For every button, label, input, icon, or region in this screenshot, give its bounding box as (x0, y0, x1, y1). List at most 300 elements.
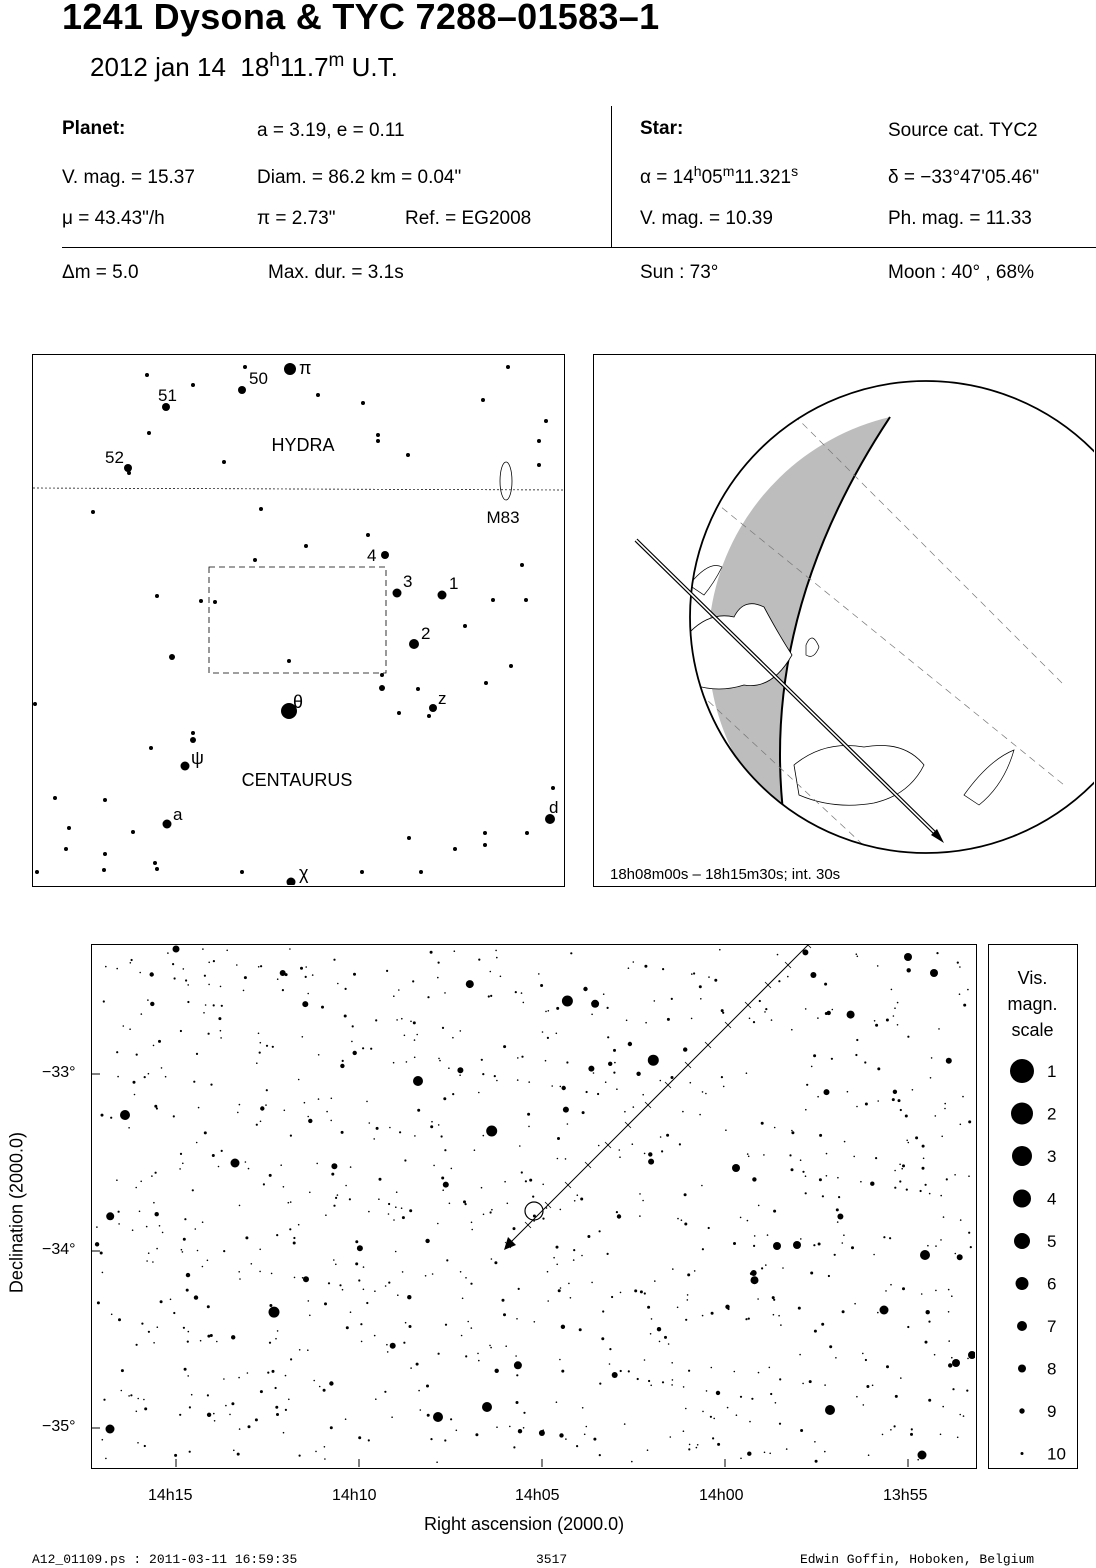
field-star (437, 977, 439, 979)
field-star (302, 1036, 304, 1038)
field-star (269, 1174, 272, 1177)
field-star (740, 1458, 742, 1460)
field-star (352, 1025, 354, 1027)
field-star (769, 1367, 771, 1369)
field-star (890, 1429, 892, 1431)
field-star (248, 1425, 251, 1428)
field-star (293, 1237, 295, 1239)
field-star (313, 1380, 315, 1382)
field-star (183, 968, 185, 970)
field-star (542, 1184, 544, 1186)
field-star (378, 1198, 380, 1200)
pi-label: π (299, 358, 312, 378)
field-star (220, 1037, 222, 1039)
footer-author: Edwin Goffin, Hoboken, Belgium (800, 1552, 1035, 1567)
finder-star (380, 673, 384, 677)
field-star (696, 1447, 698, 1449)
field-star (574, 1200, 576, 1202)
field-star (685, 1319, 687, 1321)
field-star (196, 1142, 198, 1144)
field-star (843, 1234, 845, 1236)
field-star (545, 1011, 547, 1013)
field-star (754, 1235, 756, 1237)
field-star (275, 1387, 277, 1389)
field-star (259, 1052, 261, 1054)
field-star (475, 1433, 478, 1436)
field-star (761, 1122, 764, 1125)
field-star (465, 1277, 467, 1279)
field-star (233, 1450, 235, 1452)
field-star (791, 1131, 794, 1134)
planet-orbit: a = 3.19, e = 0.11 (257, 120, 405, 141)
asteroid-path (508, 945, 808, 1245)
field-star (568, 1283, 570, 1285)
field-star (798, 1307, 801, 1310)
field-star (907, 968, 911, 972)
field-star (304, 1102, 306, 1104)
field-star (683, 1047, 687, 1051)
chi-label: χ (299, 863, 309, 883)
field-star (907, 1036, 909, 1038)
field-star (660, 1080, 662, 1082)
field-star (821, 1323, 824, 1326)
field-star (393, 995, 395, 997)
field-star (267, 1372, 269, 1374)
field-star (608, 1062, 612, 1066)
field-star (952, 1388, 954, 1390)
field-star (765, 1008, 767, 1010)
theta-label: θ (293, 692, 304, 712)
field-star (660, 1136, 662, 1138)
field-star (705, 1093, 707, 1095)
field-star (140, 1181, 142, 1183)
field-star (324, 1458, 326, 1460)
centaurus-label: CENTAURUS (241, 770, 353, 790)
finder-star (491, 598, 495, 602)
field-star (363, 1266, 365, 1268)
field-star (366, 1101, 368, 1103)
field-star (157, 1326, 159, 1328)
field-star (935, 1115, 937, 1117)
field-star (684, 1193, 687, 1196)
field-star (521, 992, 523, 994)
field-star (426, 1385, 429, 1388)
finder-star (124, 464, 132, 472)
finder-star (509, 664, 513, 668)
field-star (358, 1436, 361, 1439)
field-star (565, 1158, 567, 1160)
field-star (690, 1082, 692, 1084)
bright-field-star (918, 1451, 927, 1460)
field-star (154, 1105, 157, 1108)
scale-label-9: 9 (1047, 1402, 1057, 1421)
field-star (607, 1253, 609, 1255)
planet-parallax: π = 2.73" (257, 208, 336, 229)
field-star (116, 968, 118, 970)
field-star (416, 1034, 418, 1036)
finder-star (393, 589, 402, 598)
field-star (395, 1206, 397, 1208)
field-star (556, 1264, 558, 1266)
field-star (239, 1278, 241, 1280)
field-star (197, 1250, 199, 1252)
field-star (898, 1099, 901, 1102)
field-star (809, 1380, 812, 1383)
field-star (330, 1426, 333, 1429)
field-star (102, 1272, 104, 1274)
field-star (573, 1259, 575, 1261)
field-star (877, 965, 879, 967)
field-star (438, 962, 440, 964)
field-star (121, 1390, 123, 1392)
finder-star (304, 544, 308, 548)
field-star (837, 1221, 839, 1223)
field-star (955, 1253, 957, 1255)
field-star (557, 1158, 559, 1160)
finder-star (102, 868, 106, 872)
field-star (448, 1067, 450, 1069)
field-star (701, 1185, 703, 1187)
field-star (639, 1215, 641, 1217)
field-star (866, 1385, 869, 1388)
field-star (185, 979, 187, 981)
field-star (892, 1098, 895, 1101)
field-star (682, 1111, 684, 1113)
field-star (342, 1060, 344, 1062)
field-star (466, 980, 474, 988)
field-star (631, 1461, 633, 1463)
field-star (258, 966, 260, 968)
field-star (777, 954, 779, 956)
field-star (345, 1185, 347, 1187)
field-star (865, 1103, 868, 1106)
finder-star (127, 471, 131, 475)
field-star (602, 1310, 604, 1312)
field-star (285, 1375, 287, 1377)
field-star (130, 1394, 132, 1396)
field-star (165, 1076, 167, 1078)
star-52-label: 52 (105, 448, 124, 467)
xtick-label-2: 14h10 (332, 1487, 377, 1504)
finder-star (483, 831, 487, 835)
finder-star (287, 878, 296, 886)
field-star (514, 1361, 522, 1369)
field-star (664, 1336, 667, 1339)
xtick-label-4: 14h00 (699, 1487, 744, 1504)
field-star (183, 1327, 185, 1329)
field-star (481, 1187, 483, 1189)
field-star (276, 1413, 279, 1416)
field-star (226, 950, 228, 952)
field-star (333, 959, 335, 961)
field-star (847, 1011, 855, 1019)
bright-field-star (413, 1076, 423, 1086)
ytick-label-1: −33° (42, 1064, 76, 1081)
field-star (910, 1433, 913, 1436)
scale-label-5: 5 (1047, 1232, 1057, 1251)
field-star (96, 1226, 98, 1228)
field-star (260, 1121, 262, 1123)
field-star (962, 1096, 964, 1098)
field-star (681, 1219, 683, 1221)
field-star (474, 1149, 476, 1151)
field-star (353, 973, 356, 976)
field-star (284, 1110, 286, 1112)
field-star (694, 1270, 696, 1272)
field-star (617, 1214, 621, 1218)
star-chart-svg (92, 945, 975, 1467)
field-star (518, 1429, 522, 1433)
finder-star (103, 798, 107, 802)
field-star (593, 1072, 595, 1074)
field-star (353, 1051, 357, 1055)
path-limit-south (594, 595, 1014, 885)
field-star (214, 1420, 216, 1422)
field-star (528, 1081, 530, 1083)
field-star (446, 1259, 448, 1261)
magnitude-scale (988, 944, 1078, 1469)
field-star (504, 1181, 506, 1183)
field-star (321, 1006, 324, 1009)
field-star (791, 1130, 793, 1132)
field-star (323, 1389, 326, 1392)
field-star (810, 972, 816, 978)
field-star (747, 1452, 751, 1456)
field-star (403, 1342, 405, 1344)
field-star (223, 1250, 225, 1252)
field-star (397, 1294, 399, 1296)
field-star (558, 1289, 561, 1292)
field-star (875, 1024, 878, 1027)
field-star (547, 1271, 549, 1273)
ra-seconds-unit: s (791, 163, 799, 179)
field-star (368, 1439, 370, 1441)
field-star (374, 1290, 376, 1292)
field-star (523, 1412, 525, 1414)
field-star (957, 1254, 963, 1260)
field-star (173, 1115, 175, 1117)
field-star (968, 1120, 971, 1123)
field-star (716, 1391, 720, 1395)
field-star (452, 1037, 454, 1039)
field-star (829, 1345, 832, 1348)
field-star (928, 1321, 930, 1323)
field-star (379, 1178, 382, 1181)
field-star (711, 1367, 713, 1369)
finder-star (429, 704, 437, 712)
field-star (399, 1131, 401, 1133)
finder-star (366, 533, 370, 537)
field-star (491, 1209, 493, 1211)
field-star (826, 1175, 828, 1177)
field-star (181, 1249, 183, 1251)
field-star (221, 1005, 223, 1007)
bright-field-star (880, 1306, 889, 1315)
field-star (657, 1327, 661, 1331)
field-star (920, 1190, 922, 1192)
field-star (451, 1168, 453, 1170)
finder-star (163, 820, 172, 829)
field-star (764, 1011, 766, 1013)
field-star (856, 1106, 858, 1108)
field-star (872, 1385, 874, 1387)
field-star (648, 1380, 650, 1382)
sun-elongation: Sun : 73° (640, 262, 719, 283)
field-star (513, 1227, 516, 1230)
finder-star (409, 639, 419, 649)
field-star (121, 1369, 124, 1372)
field-star (877, 1312, 879, 1314)
field-star (333, 1205, 335, 1207)
field-star (753, 1245, 755, 1247)
field-star (875, 1157, 877, 1159)
field-star (277, 1330, 279, 1332)
constellation-boundary (33, 488, 563, 490)
bright-field-star (482, 1402, 492, 1412)
field-star (607, 1036, 609, 1038)
field-star (161, 1067, 163, 1069)
field-star (651, 1318, 653, 1320)
field-star (824, 1384, 826, 1386)
field-star (328, 1282, 330, 1284)
field-star (275, 1406, 278, 1409)
field-star (873, 1254, 875, 1256)
field-star (128, 1395, 130, 1397)
field-star (562, 1086, 566, 1090)
field-star (357, 1245, 363, 1251)
field-star (174, 977, 176, 979)
field-star (954, 1174, 956, 1176)
field-star (960, 1124, 962, 1126)
field-star (259, 1249, 261, 1251)
field-star (966, 1390, 968, 1392)
field-star (661, 1150, 663, 1152)
field-star (289, 1228, 291, 1230)
field-star (405, 1322, 407, 1324)
field-star (355, 1240, 358, 1243)
field-star (239, 1104, 241, 1106)
field-star (183, 1238, 186, 1241)
field-star (684, 1223, 687, 1226)
scale-label-6: 6 (1047, 1274, 1057, 1294)
field-star (948, 1363, 952, 1367)
field-star (179, 1414, 181, 1416)
ra-seconds: 11.321 (734, 167, 792, 188)
field-star (366, 1302, 368, 1304)
finder-star (33, 702, 37, 706)
field-star (425, 1239, 429, 1243)
field-star (172, 963, 174, 965)
field-star (936, 952, 938, 954)
field-star (667, 1018, 670, 1021)
field-star (462, 1298, 464, 1300)
field-star (922, 1145, 925, 1148)
field-star (671, 1362, 673, 1364)
field-star (527, 1113, 530, 1116)
field-star (147, 999, 149, 1001)
field-star (611, 1296, 613, 1298)
field-star (373, 1138, 375, 1140)
field-star (387, 1351, 389, 1353)
field-star (442, 1189, 444, 1191)
field-star (923, 1158, 925, 1160)
bright-field-star (106, 1425, 115, 1434)
field-star (591, 1000, 599, 1008)
field-star (644, 1292, 646, 1294)
field-star (346, 1326, 349, 1329)
field-star (303, 1276, 309, 1282)
planet-vmag: V. mag. = 15.37 (62, 167, 195, 188)
field-star (189, 1451, 191, 1453)
field-star (319, 1386, 321, 1388)
field-star (97, 1301, 100, 1304)
field-star (307, 993, 309, 995)
field-star (218, 1017, 221, 1020)
field-star (494, 1261, 497, 1264)
field-star (368, 1211, 370, 1213)
ytick-label-3: −35° (42, 1418, 76, 1435)
field-star (290, 1135, 292, 1137)
field-star (894, 1007, 896, 1009)
field-star (443, 1182, 449, 1188)
field-star (150, 972, 154, 976)
field-star (679, 1143, 681, 1145)
field-star (146, 1260, 148, 1262)
field-star (325, 1214, 327, 1216)
field-star (153, 1202, 155, 1204)
field-star (921, 1293, 923, 1295)
field-star (309, 1315, 311, 1317)
field-star (874, 1020, 876, 1022)
field-star (748, 1318, 750, 1320)
field-star (759, 1000, 761, 1002)
field-star (193, 1081, 195, 1083)
field-star (899, 1180, 901, 1182)
field-star (648, 1159, 654, 1165)
field-star (521, 1171, 523, 1173)
field-star (911, 1428, 913, 1430)
finder-star (147, 431, 151, 435)
field-star (895, 1395, 898, 1398)
finder-star (406, 453, 410, 457)
field-star (752, 1177, 756, 1181)
finder-star (463, 624, 467, 628)
field-star (105, 966, 107, 968)
field-star (231, 1402, 234, 1405)
field-star (640, 1290, 643, 1293)
field-star (433, 1165, 435, 1167)
field-star (948, 1340, 950, 1342)
field-star (265, 1104, 267, 1106)
field-star (599, 1383, 601, 1385)
field-star (791, 1168, 794, 1171)
field-star (263, 1183, 265, 1185)
field-star (865, 1359, 867, 1361)
field-star (639, 1193, 641, 1195)
field-star (835, 1357, 837, 1359)
bright-field-star (120, 1110, 130, 1120)
scale-dot-1 (1010, 1059, 1034, 1083)
field-star (677, 1218, 679, 1220)
field-star (255, 1418, 258, 1421)
globe-svg (594, 355, 1094, 885)
field-star (699, 985, 702, 988)
field-star (648, 1152, 652, 1156)
field-star (260, 1106, 264, 1110)
field-star (863, 1404, 865, 1406)
field-star (565, 1438, 567, 1440)
field-star (967, 1358, 969, 1360)
